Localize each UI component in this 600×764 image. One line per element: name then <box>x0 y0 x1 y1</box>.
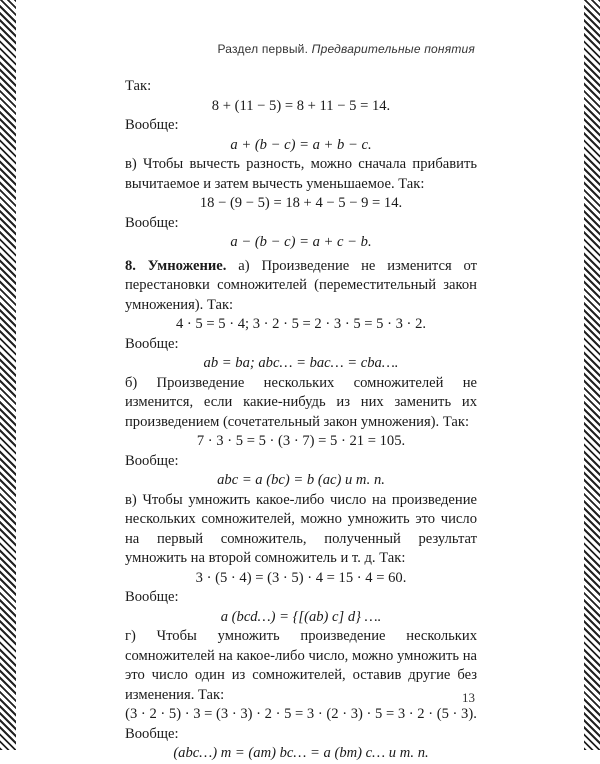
label-voobshche: Вообще: <box>125 117 179 133</box>
formula-text: a (bcd…) = {[(ab) c] d} …. <box>220 608 382 625</box>
section-8-multiplication <box>125 257 477 316</box>
formula <box>125 136 477 156</box>
label-tak: Так: <box>125 78 152 94</box>
formula-text: ab = ba; abc… = bac… = cba…. <box>203 355 399 371</box>
right-hatched-border <box>584 0 600 750</box>
page-number: 13 <box>462 690 475 705</box>
formula-text: (abc…) m = (am) bc… = a (bm) c… и т. п. <box>173 745 429 761</box>
paragraph-v-multiply-product: в) Чтобы умножить какое-либо число на произведение нескольких сомножителей, можно умножить это число на первый сомножитель, полученный результат умножить на второй сомножитель и т. д. Так: <box>125 491 477 566</box>
header-subtitle: Предварительные понятия <box>311 42 475 56</box>
formula: 3 · (5 · 4) = (3 · 5) · 4 = 15 · 4 = 60. <box>195 569 407 586</box>
formula-text: abc = a (bc) = b (ac) и т. п. <box>217 472 385 488</box>
paragraph-v-subtraction: в) Чтобы вычесть разность, можно сначала прибавить вычитаемое и затем вычесть уменьшаемое. Так: <box>125 156 477 192</box>
running-header <box>217 42 475 56</box>
left-hatched-border <box>0 0 16 750</box>
formula <box>125 233 477 253</box>
formula <box>125 608 477 628</box>
formula <box>125 471 477 491</box>
header-part: Раздел первый. <box>217 42 309 56</box>
section-8-title: 8. Умножение. <box>125 257 227 274</box>
formula: 7 · 3 · 5 = 5 · (3 · 7) = 5 · 21 = 105. <box>196 433 406 449</box>
section-8-text: а) Произведение не изменится от перестановки сомножителей (переместительный закон умножения). Так: <box>125 257 478 313</box>
label-voobshche: Вообще: <box>125 214 179 231</box>
formula: 18 − (9 − 5) = 18 + 4 − 5 − 9 = 14. <box>199 195 403 211</box>
formula-text: a − (b − c) = a + c − b. <box>230 234 372 250</box>
label-voobshche: Вообще: <box>125 725 179 742</box>
label-voobshche: Вообще: <box>125 589 179 605</box>
formula: 4 · 5 = 5 · 4; 3 · 2 · 5 = 2 · 3 · 5 = 5 · 3 · 2. <box>175 316 427 332</box>
formula-text: a + (b − c) = a + b − c. <box>230 136 372 153</box>
page-body <box>125 77 477 764</box>
label-voobshche: Вообще: <box>125 452 179 469</box>
formula: (3 · 2 · 5) · 3 = (3 · 3) · 2 · 5 = 3 · (2 · 3) · 5 = 3 · 2 · (5 · 3). <box>125 706 477 722</box>
paragraph-b-associative: б) Произведение нескольких сомножителей не изменится, если какие-нибудь из них заменить их произведением (сочетательный закон умножения). Так: <box>125 374 477 430</box>
formula <box>125 354 477 374</box>
paragraph-g-product-by-number: г) Чтобы умножить произведение нескольких сомножителей на какое-либо число, можно умножить на это число один из сомножителей, оставив другие без изменения. Так: <box>125 628 477 703</box>
label-voobshche: Вообще: <box>125 335 179 352</box>
formula <box>125 744 477 764</box>
formula: 8 + (11 − 5) = 8 + 11 − 5 = 14. <box>211 97 391 114</box>
